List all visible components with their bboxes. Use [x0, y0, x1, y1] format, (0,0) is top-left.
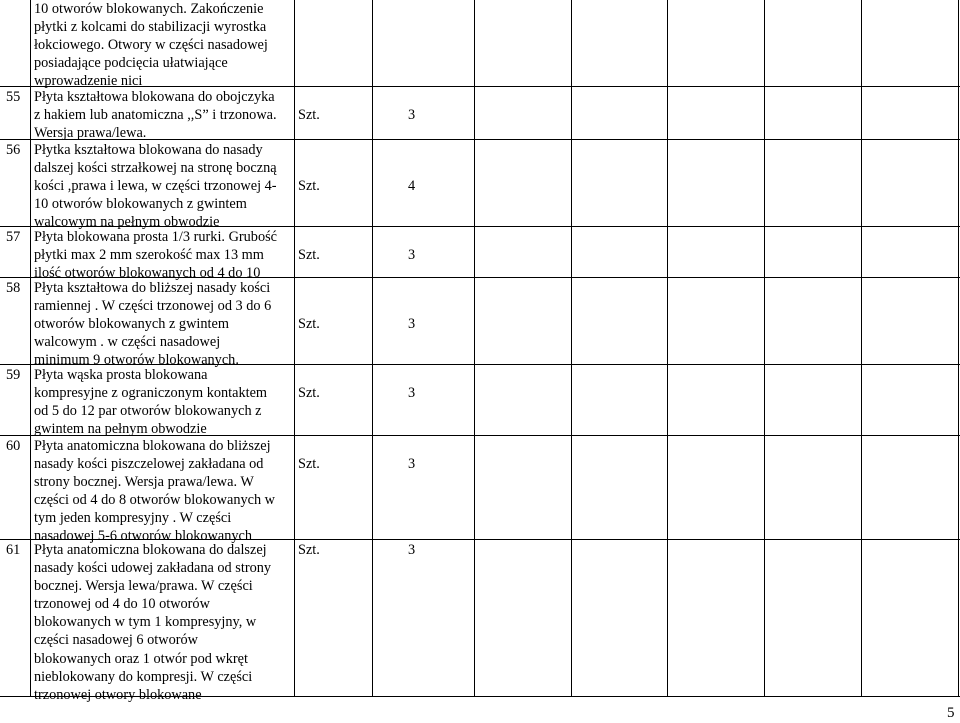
row-number: 58 [6, 280, 21, 296]
row-quantity: 3 [408, 456, 416, 472]
column-divider [764, 0, 765, 697]
row-number: 60 [6, 438, 21, 454]
row-description: Płyta anatomiczna blokowana do bliższej nasady kości piszczelowej zakładana od strony bocznej. Wersja prawa/lewa. W części od 4 do 8 otworów blokowanych w tym jeden kompresyjny . W części nasadowej 5-6 otworów blokowanych [34, 438, 276, 545]
row-unit: Szt. [298, 107, 320, 123]
column-divider [294, 0, 295, 697]
row-description: Płyta wąska prosta blokowana kompresyjne z ograniczonym kontaktem od 5 do 12 par otworów blokowanych z gwintem na pełnym obwodzie [34, 367, 268, 438]
row-number: 57 [6, 229, 21, 245]
row-number: 61 [6, 542, 21, 558]
column-divider [372, 0, 373, 697]
row-quantity: 3 [408, 316, 416, 332]
column-divider [667, 0, 668, 697]
row-description: Płyta kształtowa do bliższej nasady kości ramiennej . W części trzonowej od 3 do 6 otworów blokowanych z gwintem walcowym . w części nasadowej minimum 9 otworów blokowanych. [34, 280, 272, 369]
row-number: 55 [6, 89, 21, 105]
row-description: Płyta blokowana prosta 1/3 rurki. Grubość płytki max 2 mm szerokość max 13 mm ilość otworów blokowanych od 4 do 10 [34, 229, 278, 282]
row-quantity: 4 [408, 178, 416, 194]
row-quantity: 3 [408, 542, 416, 558]
row-quantity: 3 [408, 107, 416, 123]
column-divider [474, 0, 475, 697]
page-number: 5 [947, 705, 955, 721]
column-divider [958, 0, 959, 697]
column-divider [571, 0, 572, 697]
row-unit: Szt. [298, 316, 320, 332]
row-unit: Szt. [298, 542, 320, 558]
row-quantity: 3 [408, 385, 416, 401]
row-unit: Szt. [298, 456, 320, 472]
row-unit: Szt. [298, 178, 320, 194]
row-description: Płyta kształtowa blokowana do obojczyka z hakiem lub anatomiczna ,,S” i trzonowa. Wersja prawa/lewa. [34, 89, 277, 142]
row-unit: Szt. [298, 247, 320, 263]
row-unit: Szt. [298, 385, 320, 401]
row-number: 56 [6, 142, 21, 158]
column-divider [30, 0, 31, 697]
row-description: Płyta anatomiczna blokowana do dalszej nasady kości udowej zakładana od strony bocznej. Wersja lewa/prawa. W części trzonowej od 4 do 10 otworów blokowanych w tym 1 kompresyjny, w części nasadowej 6 otworów blokowanych oraz 1 otwór pod wkręt nieblokowany do kompresji. W części trzonowej otwory blokowane [34, 542, 272, 703]
row-number: 59 [6, 367, 21, 383]
row-quantity: 3 [408, 247, 416, 263]
column-divider [861, 0, 862, 697]
row-description: 10 otworów blokowanych. Zakończenie płytki z kolcami do stabilizacji wyrostka łokciowego. Otwory w części nasadowej posiadające podcięcia ułatwiające wprowadzenie nici [34, 1, 268, 90]
row-description: Płytka kształtowa blokowana do nasady dalszej kości strzałkowej na stronę boczną kości ,prawa i lewa, w części trzonowej 4- 10 otworów blokowanych z gwintem walcowym na pełnym obwodzie [34, 142, 277, 231]
